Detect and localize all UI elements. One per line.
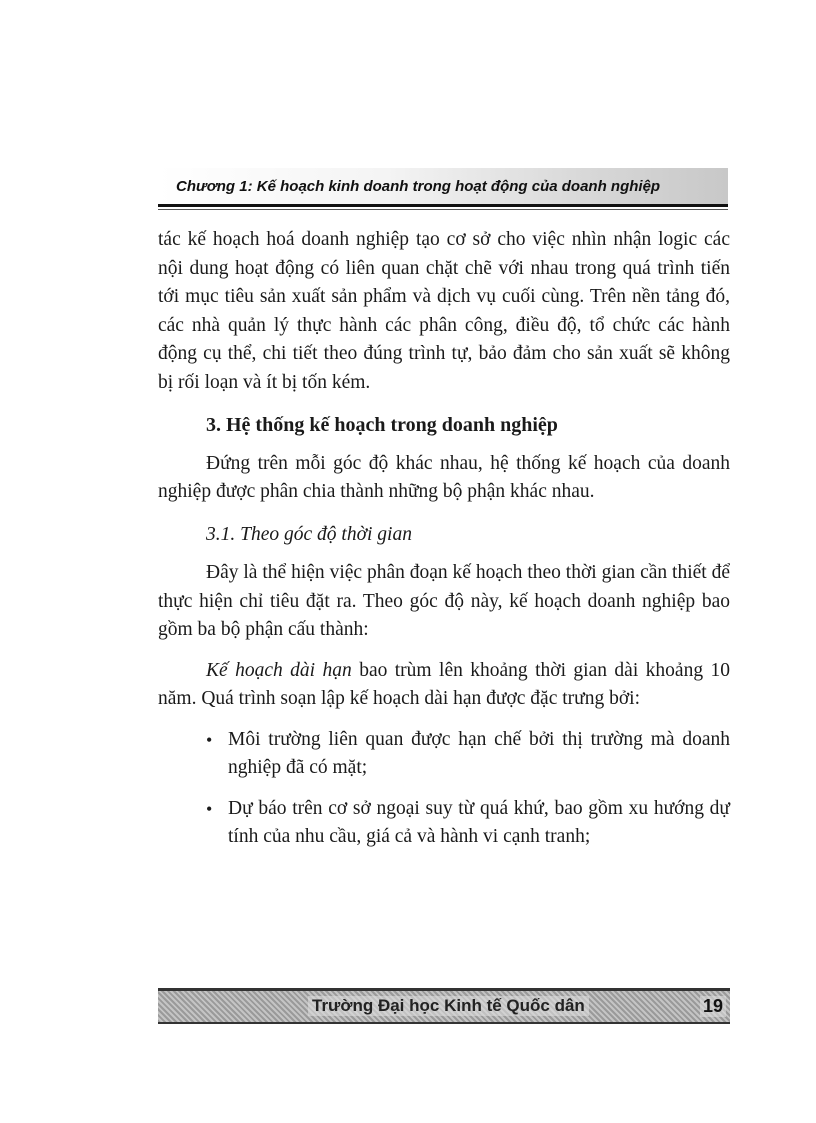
list-item	[206, 726, 730, 783]
chapter-title: Chương 1: Kế hoạch kinh doanh trong hoạt động của doanh nghiệp	[176, 178, 661, 195]
bullet-icon: •	[206, 798, 213, 819]
header-rule	[158, 204, 728, 207]
subsection-heading: 3.1. Theo góc độ thời gian	[206, 523, 412, 545]
characteristics-list	[158, 726, 730, 852]
paragraph-time-view: Đây là thể hiện việc phân đoạn kế hoạch theo thời gian cần thiết để thực hiện chỉ tiêu đặt ra. Theo góc độ này, kế hoạch doanh nghiệp bao gồm ba bộ phận cấu thành:	[158, 562, 730, 640]
term-long-term-plan: Kế hoạch dài hạn	[206, 659, 352, 681]
page-number: 19	[700, 996, 726, 1017]
page-body	[158, 226, 730, 864]
header-rule-thin	[158, 209, 728, 210]
page-footer	[158, 988, 730, 1024]
list-item	[206, 795, 730, 852]
paragraph-long-term-text: bao trùm lên khoảng thời gian dài khoảng 10 năm. Quá trình soạn lập kế hoạch dài hạn được đặc trưng bởi:	[158, 659, 730, 709]
footer-institution: Trường Đại học Kinh tế Quốc dân	[308, 996, 589, 1016]
section-heading: 3. Hệ thống kế hoạch trong doanh nghiệp	[206, 414, 558, 436]
list-item-text: Môi trường liên quan được hạn chế bởi thị trường mà doanh nghiệp đã có mặt;	[228, 728, 730, 778]
paragraph-continuation: tác kế hoạch hoá doanh nghiệp tạo cơ sở cho việc nhìn nhận logic các nội dung hoạt động có liên quan chặt chẽ với nhau trong quá trình tiến tới mục tiêu sản xuất sản phẩm và dịch vụ cuối cùng. Trên nền tảng đó, các nhà quản lý thực hành các phân công, điều độ, tổ chức các hành động cụ thể, chi tiết theo đúng trình tự, bảo đảm cho sản xuất sẽ không bị rối loạn và ít bị tốn kém.	[158, 229, 730, 393]
paragraph-long-term	[158, 657, 730, 714]
chapter-header	[158, 168, 728, 204]
bullet-icon: •	[206, 729, 213, 750]
paragraph-intro: Đứng trên mỗi góc độ khác nhau, hệ thống kế hoạch của doanh nghiệp được phân chia thành những bộ phận khác nhau.	[158, 452, 730, 502]
list-item-text: Dự báo trên cơ sở ngoại suy từ quá khứ, bao gồm xu hướng dự tính của nhu cầu, giá cả và hành vi cạnh tranh;	[228, 797, 730, 847]
